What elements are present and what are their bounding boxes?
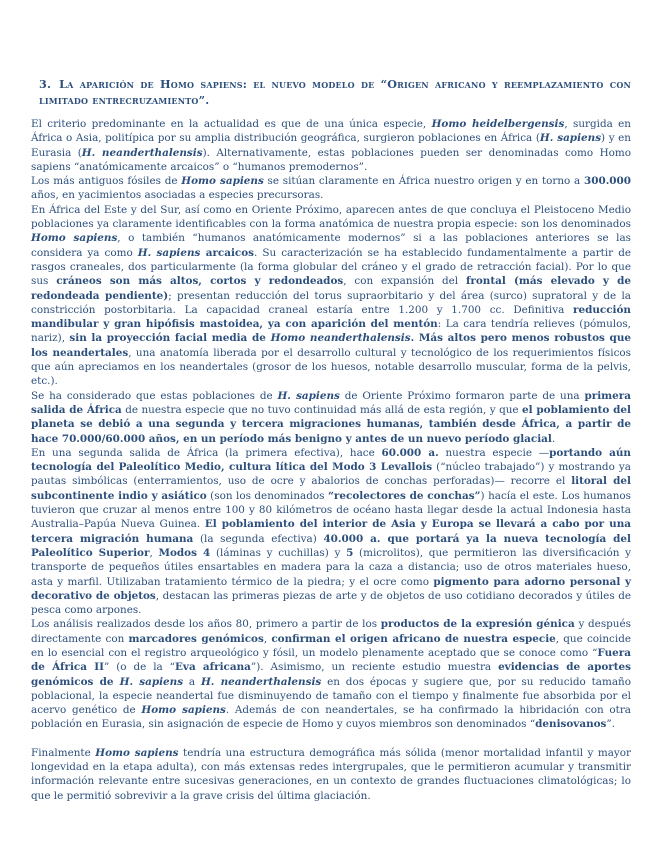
text-run: ). Alternativamente, estas poblaciones pueden ser denominadas como Homo sapiens “anatómicamente arcaicos” o “humanos premodernos”.	[31, 146, 631, 173]
species-name: H. neanderthalensis	[81, 146, 203, 159]
highlight-text: cráneos son más altos, cortos y redondeados	[56, 275, 344, 288]
text-run: En África del Este y del Sur, así como en Oriente Próximo, aparecen antes de que concluya el Pleistoceno Medio poblaciones ya claramente identificables con la forma anatómica de nuestra propia especie: son los denominados	[31, 203, 631, 231]
section-title: La aparición de Homo sapiens: el nuevo modelo de “Origen africano y reemplazamiento con limitado entrecruzamiento”.	[39, 77, 631, 107]
text-run: (son los denominados	[206, 489, 328, 502]
highlight-text: . Más altos pero menos robustos que los neandertales	[31, 332, 631, 359]
highlight-text: litoral del subcontinente indio y asiático	[31, 475, 631, 502]
highlight-text: 300.000	[584, 175, 631, 188]
highlight-text: evidencias de aportes genómicos de	[31, 661, 631, 688]
text-run: se sitúan claramente en África nuestro origen y en torno a	[263, 175, 584, 188]
text-run: (la segunda efectiva)	[193, 532, 324, 545]
text-run: años, en yacimientos asociadas a especies precursoras.	[31, 189, 324, 202]
species-name: Homo sapiens	[141, 704, 226, 717]
section-heading	[31, 76, 631, 108]
text-run: ”). Asimismo, un reciente estudio muestra	[250, 661, 499, 674]
text-run: , con expansión del	[343, 275, 466, 288]
text-run: Los análisis realizados desde los años 80, primero a partir de los	[31, 618, 381, 631]
highlight-text: 60.000 a.	[381, 446, 439, 459]
text-run: , destacan las primeras piezas de arte y de objetos de uso cotidiano decorados y útiles de pesca como arpones.	[31, 589, 631, 617]
text-run: ; presentan reducción del torus supraorbitario y del área (surco) supratoral y de la constricción postorbitaria. La capacidad craneal estaría entre 1.200 y 1.700 cc. Definitiva	[31, 289, 631, 316]
text-run: . Su caracterización se ha establecido fundamentalmente a partir de rasgos craneales, dos particularmente (la forma globular del cráneo y el grado de retracción facial). Por lo que sus	[31, 246, 631, 288]
highlight-text: Fuera de África II	[31, 646, 631, 674]
text-run: En una segunda salida de África (la primera efectiva), hace	[31, 446, 382, 459]
text-run: tendría una estructura demográfica más sólida (menor mortalidad infantil y mayor longevidad en la etapa adulta), con más extensas redes intergrupales, que le permitieron acumular y transmitir información relevante entre sucesivas generaciones, en un contexto de grandes fluctuaciones climatológicas; lo que le permitió sobrevivir a la grave crisis del última glaciación.	[31, 746, 631, 802]
highlight-text: “recolectores de conchas”	[327, 489, 481, 502]
text-run: en dos épocas y sugiere que, por su reducido tamaño poblacional, la especie neandertal fue disminuyendo de tamaño con el tiempo y finalmente fue absorbida por el acervo genético de	[31, 675, 632, 717]
highlight-text: reducción mandibular y gran hipófisis mastoidea, ya con aparición del mentón	[31, 303, 631, 331]
text-run: ) y en Eurasia (	[31, 132, 631, 159]
text-run: El criterio predominante en la actualidad es que de una única especie,	[31, 118, 432, 130]
highlight-text: confirman el origen africano de nuestra especie	[271, 632, 556, 645]
paragraph-oldest-fossils	[31, 174, 631, 203]
text-run: a	[183, 675, 201, 688]
text-run: . Además de con neandertales, se ha confirmado la hibridación con otra población en Eurasia, sin asignación de especie de Homo y cuyos miembros son denominados “	[31, 704, 631, 731]
highlight-text: pigmento para adorno personal y decorativo de objetos	[31, 575, 631, 602]
highlight-text: Modos 4	[158, 546, 211, 559]
species-name: H. sapiens	[137, 246, 201, 259]
text-run: , o también “humanos anatómicamente modernos” si a las poblaciones anteriores se las considera ya como	[31, 232, 631, 259]
species-name: H. sapiens	[277, 389, 340, 402]
paragraph-conclusion	[31, 746, 631, 803]
species-name: Homo sapiens	[31, 232, 118, 245]
paragraph-genetic-analysis	[31, 617, 631, 731]
highlight-text: productos de la expresión génica	[380, 618, 575, 631]
species-name: H. neanderthalensis	[200, 675, 322, 688]
highlight-text: marcadores genómicos	[128, 632, 264, 645]
text-run: ” (o de la “	[103, 661, 175, 674]
text-run: y después directamente con	[31, 618, 631, 645]
species-name: Homo heidelbergensis	[431, 118, 565, 130]
highlight-text: denisovanos	[535, 718, 607, 731]
highlight-text: primera salida de África	[31, 389, 631, 416]
text-run: Los más antiguos fósiles de	[31, 175, 182, 188]
text-run: (microlitos), que permitieron las diversificación y transporte de pequeños útiles ensartables en madera para la caza a distancia; uso de otros materiales hueso, asta y marfil. Utilizaban tratamiento térmico de la piedra; y el ocre como	[31, 546, 632, 588]
text-run: nuestra especie —	[438, 446, 550, 459]
species-name: H. sapiens	[539, 132, 602, 145]
text-run: (láminas y cuchillas) y	[210, 546, 347, 559]
paragraph-migrations	[31, 446, 631, 618]
text-run: ) hacía el este. Los humanos tuvieron que cruzar al menos entre 100 y 80 kilómetros de océano hasta llegar desde la actual Indonesia hasta Australia–Papúa Nueva Guinea.	[31, 489, 631, 531]
highlight-text: Eva africana	[174, 661, 251, 674]
text-run: (“núcleo trabajado”) y mostrando ya pautas simbólicas (enterramientos, uso de ocre y abalorios de conchas perforadas)— recorre el	[31, 461, 631, 488]
highlight-text: 40.000 a. que portará ya la nueva tecnología del Paleolítico Superior	[31, 532, 631, 559]
section-number: 3.	[39, 77, 52, 91]
paragraph-origin-criterion	[31, 117, 631, 174]
paragraph-first-exit	[31, 389, 631, 446]
paragraph-anatomy	[31, 203, 631, 389]
text-run: ”.	[606, 718, 616, 731]
highlight-text: portando aún tecnología del Paleolítico Medio, cultura lítica del Modo 3 Levallois	[31, 446, 631, 474]
text-run: : La cara tendría relieves (pómulos, nariz),	[31, 318, 631, 345]
species-name: Homo sapiens	[181, 175, 264, 188]
species-name: Homo neanderthalensis	[270, 332, 411, 345]
text-run: Finalmente	[31, 746, 96, 759]
text-run: ,	[149, 546, 159, 559]
text-run: Se ha considerado que estas poblaciones de	[31, 389, 278, 402]
highlight-text: el poblamiento del planeta se debió a una segunda y tercera migraciones humanas, también desde África, a partir de hace 70.000/60.000 años, en un período más benigno y antes de un nuevo período glacial	[31, 403, 631, 445]
text-run: de nuestra especie que no tuvo continuidad más allá de esta región, y que	[121, 403, 523, 416]
text-run: ,	[263, 632, 272, 645]
text-run: , una anatomía liberada por el desarrollo cultural y tecnológico de los requerimientos físicos que aún apreciamos en los neandertales (grosor de los huesos, notable desarrollo muscular, forma de la pelvis, etc.).	[31, 346, 631, 388]
text-run: .	[551, 432, 556, 445]
species-name: H. sapiens	[119, 675, 184, 688]
highlight-text: arcaicos	[200, 246, 255, 259]
species-name: Homo sapiens	[95, 746, 179, 759]
highlight-text: frontal (más elevado y de redondeada pendiente)	[31, 275, 631, 302]
highlight-text: El poblamiento del interior de Asia y Europa se llevará a cabo por una tercera migración humana	[31, 518, 631, 545]
highlight-text: 5	[346, 546, 354, 559]
highlight-text: sin la proyección facial media de	[69, 332, 271, 345]
text-run: de Oriente Próximo formaron parte de una	[339, 389, 585, 402]
text-run: , que coincide en lo esencial con el registro arqueológico y fósil, un modelo plenamente aceptado que se conoce como “	[31, 632, 632, 659]
text-run: , surgida en África o Asia, politípica por su amplia distribución geográfica, surgieron poblaciones en África (	[31, 118, 632, 145]
